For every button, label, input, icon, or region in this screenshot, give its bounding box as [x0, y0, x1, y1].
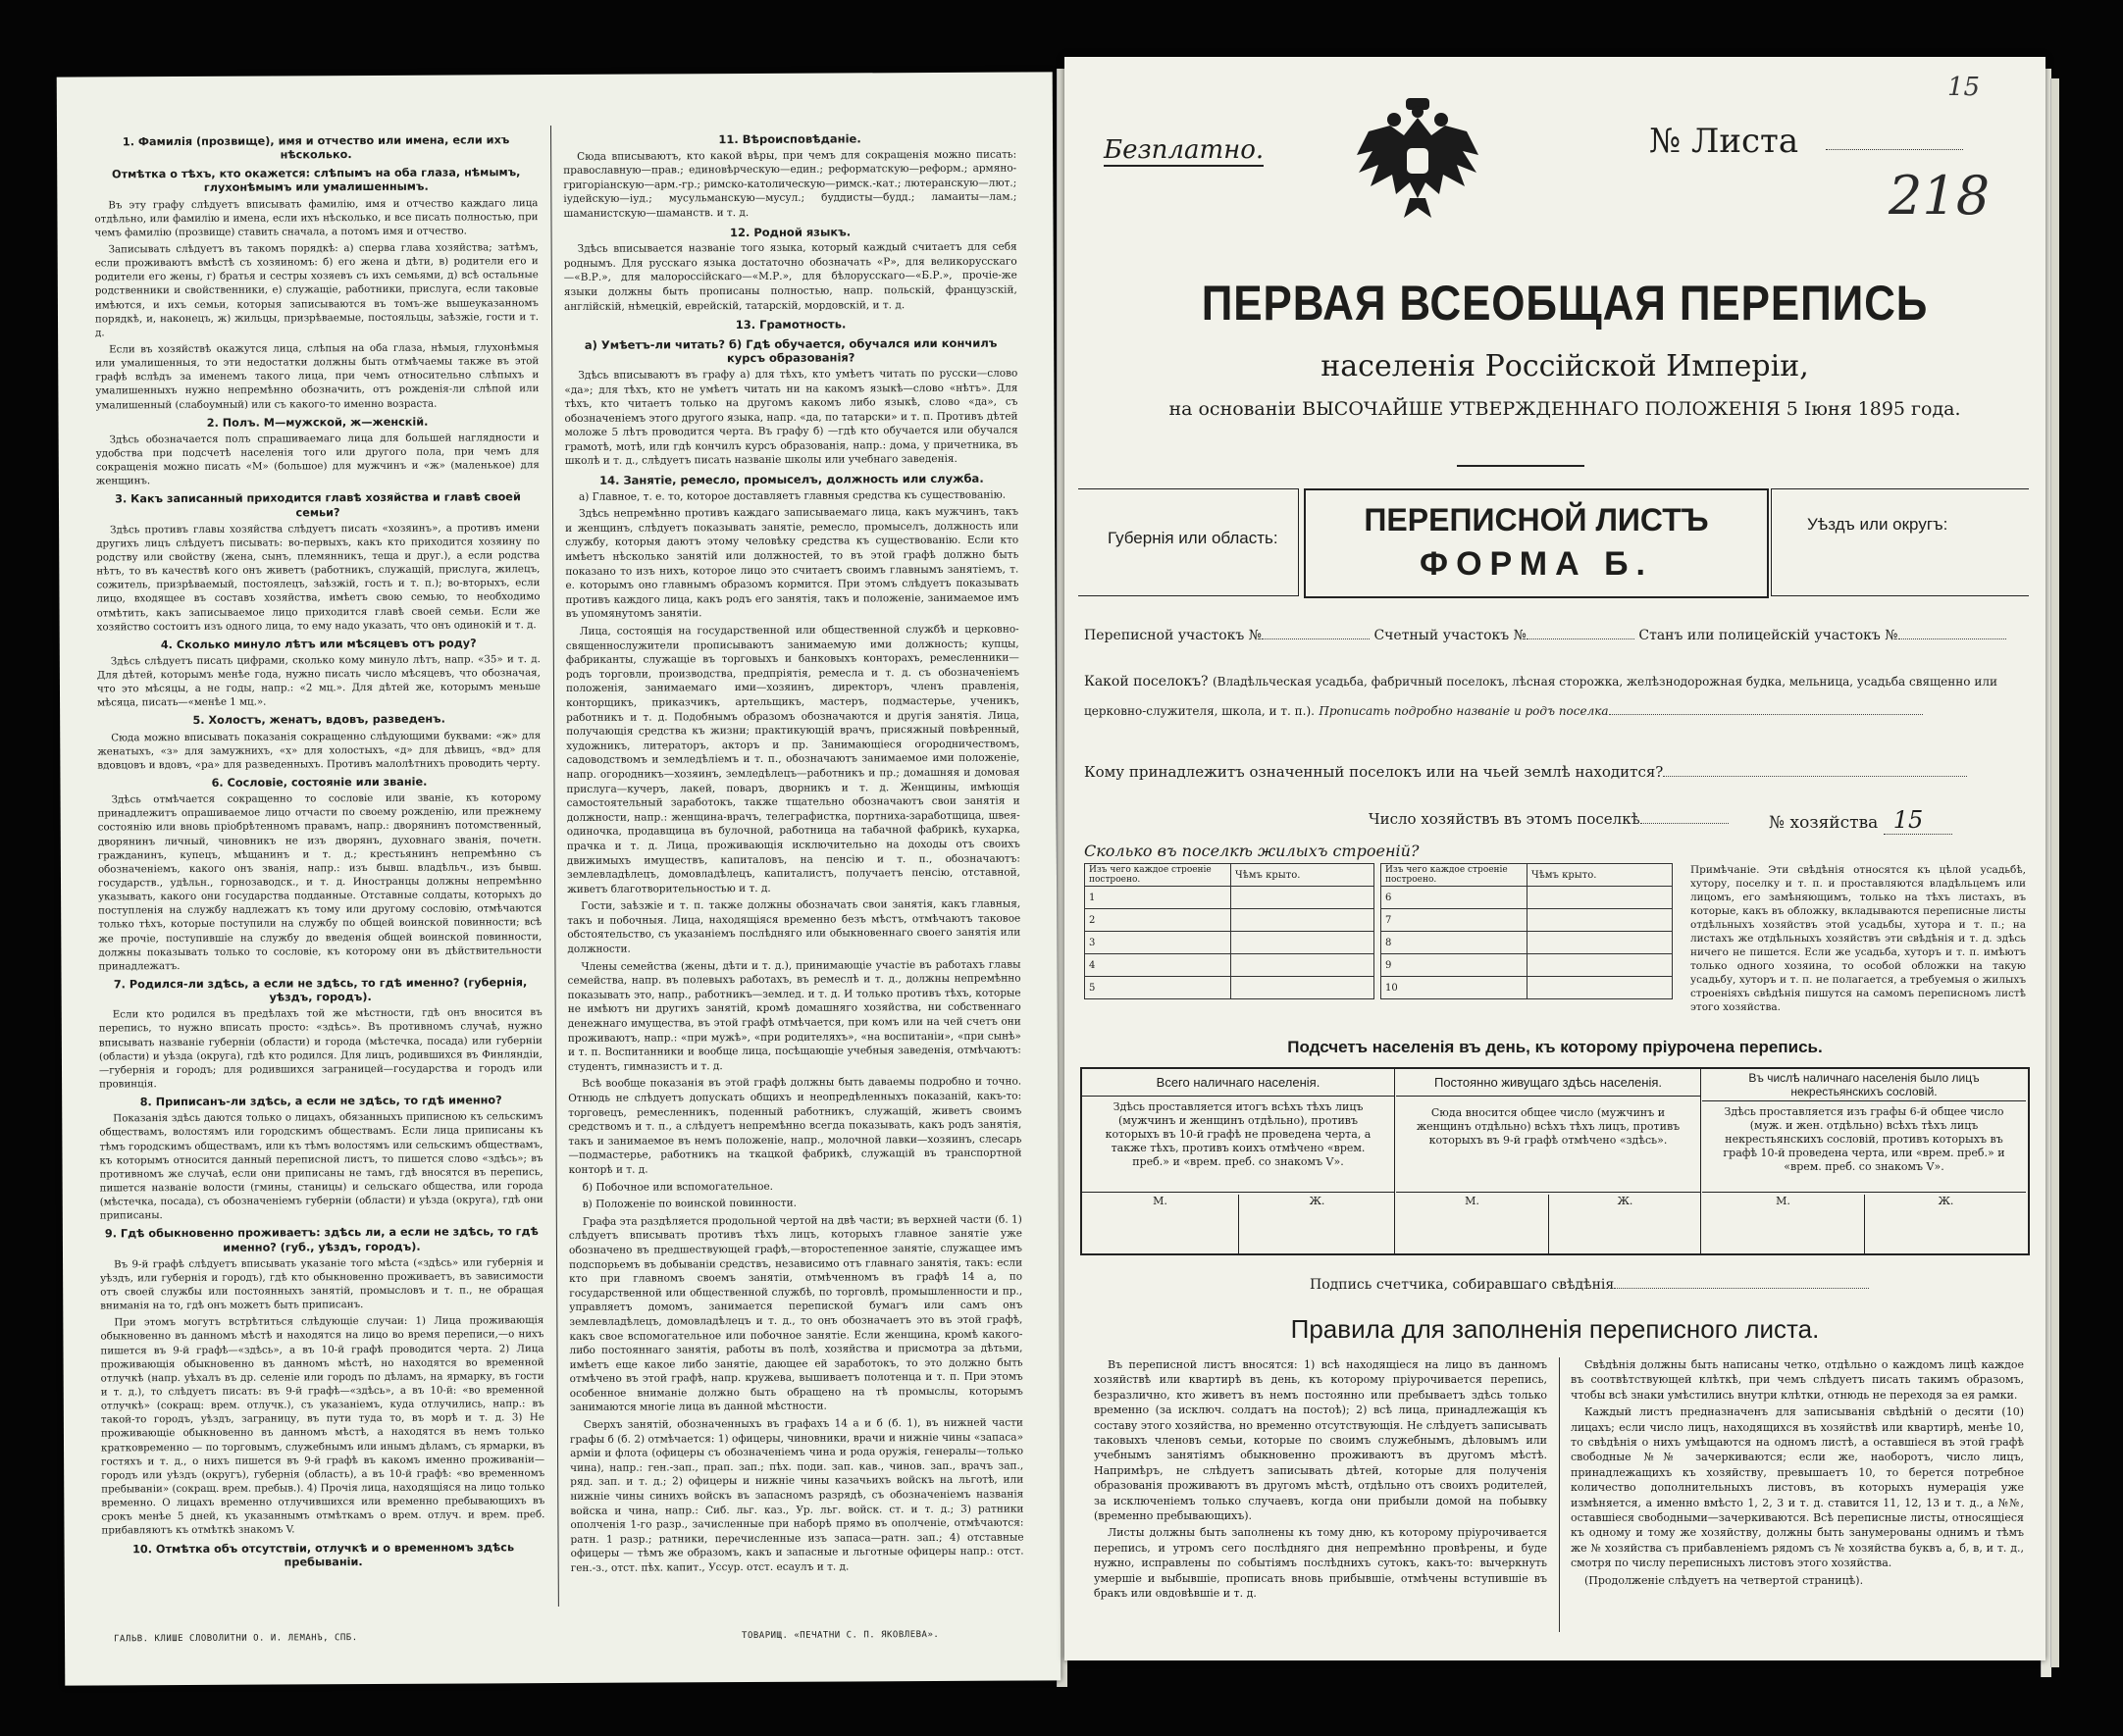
building-row-number: 9 [1381, 954, 1528, 977]
count-header-total: Всего наличнаго населенія. [1082, 1069, 1394, 1097]
district-fields [1084, 628, 2036, 643]
signature-label: Подпись счетчика, собиравшаго свѣдѣнія [1310, 1277, 1615, 1293]
owner-label: Кому принадлежитъ означенный поселокъ или на чьей землѣ находится? [1084, 763, 1664, 781]
section-heading: 5. Холостъ, женатъ, вдовъ, разведенъ. [192, 713, 445, 728]
instruction-paragraph: Здѣсь обозначается полъ спрашиваемаго лица для большей наглядности и удобства при подсчетѣ населенія того или другого пола, при чемъ для сокращенія можно писать «М» (большое) для мужчинъ и «ж» (маленькое) для женщинъ. [95, 431, 540, 487]
buildings-question: Сколько въ поселкѣ жилыхъ строеній? [1084, 842, 1420, 860]
buildings-header-roof: Чѣмъ крыто. [1231, 864, 1374, 887]
count-district-label: Счетный участокъ № [1373, 628, 1527, 643]
building-row-number: 5 [1085, 977, 1231, 999]
instruction-paragraph: Лица, состоящія на государственной или общественной службѣ и церковно-священнослужители прописываютъ занимаемую ими должность; купцы, фабриканты, служащіе въ торговыхъ и банковыхъ конторахъ, ремесленники—родъ торговли, производства, предпріятія, ремесла и т. д. съ обозначеніемъ положенія, занимаемаго ими—хозяинъ, директоръ, членъ правленія, конторщикъ, приказчикъ, артельщикъ, мастеръ, подмастерье, ученикъ, работникъ и т. д. Подобнымъ образомъ обозначаются и другія занятія. Лица, получающія средства къ жизни; практикующій врачъ, присяжный повѣренный, художникъ, литераторъ, акторъ и пр. Занимающіеся огородничествомъ, садоводствомъ и земледѣліемъ и т. п., обозначаютъ занимаемое ими положеніе, напр. огородникъ—хозяинъ, земледѣлецъ—работникъ и пр.; домашняя и домовая прислуга—кучеръ, лакей, поваръ, дворникъ и т. д. Женщины, имѣющія самостоятельный заработокъ, также тщательно обозначаютъ свои занятія и должности, напр.: женщина-врачъ, телеграфистка, портниха-заработщица, швея-одиночка, продавщица въ булочной, работница на табачной фабрикѣ, кухарка, прачка и т. д. Лица, проживающія исключительно на доходы отъ своихъ движимыхъ имуществъ, капиталовъ, на пенсію и т. п., обозначаютъ: землевладѣлецъ, домовладѣлецъ, капиталистъ, получаетъ пенсію, отставной, живетъ благотворительностью и т. д. [565, 623, 1021, 895]
instruction-paragraph: Показанія здѣсь даются только о лицахъ, обязанныхъ приписною къ сельскимъ обществамъ, волостямъ или городскимъ обществамъ. Если лица приписаны къ тѣмъ городскимъ обществамъ, или къ тѣмъ волостямъ или сельскимъ обществамъ, къ которымъ относится данный переписной листъ, то пишется слово «здѣсь»; въ противномъ же случаѣ, если они приписаны не тамъ, гдѣ вносятся въ перепись, пишется названіе волости (гмины, станицы) и сельскаго общества, или города (мѣстечка, посада), съ обозначеніемъ губерніи (области) и уѣзда (округа), гдѣ они приписаны. [99, 1110, 544, 1222]
census-title: ПЕРВАЯ ВСЕОБЩАЯ ПЕРЕПИСЬ [1201, 276, 1929, 331]
gubernia-label: Губернія или область: [1108, 529, 1278, 547]
sheet-title: ПЕРЕПИСНОЙ ЛИСТЪ [1364, 502, 1709, 537]
rules-divider [1559, 1357, 1560, 1632]
count-female-label: Ж. [1864, 1195, 2027, 1253]
instruction-paragraph: Записывать слѣдуетъ въ такомъ порядкѣ: а) сперва глава хозяйства; затѣмъ, если проживаютъ вмѣстѣ съ хозяиномъ: б) его жена и дѣти, в) родители его и родители его жены, г) братья и сестры хозяевъ съ ихъ семьями, д) всѣ остальные родственники и свойственники, е) служащіе, работники, прислуга, если таковые имѣются, и ихъ семьи, которыя записываются въ томъ-же вышеуказанномъ порядкѣ, и, наконецъ, ж) жильцы, призрѣваемые, постояльцы, заѣзжіе, гости и т. д. [94, 241, 540, 339]
title-rule [1457, 465, 1584, 467]
buildings-note: Примѣчаніе. Эти свѣдѣнія относятся къ цѣлой усадьбѣ, хутору, поселку и т. п. и проставляются владѣльцемъ или лицомъ, его замѣняющимъ, только на тѣхъ листахъ, въ которые, какъ въ обложку, вкладываются переписные листы отдѣльныхъ хозяйствъ этой усадьбы, хутора и т. п.; на листахъ же отдѣльныхъ хозяйствъ эти свѣдѣнія и т. д. здѣсь ничего не пишется. Если же усадьба, хуторъ и т. п. имѣютъ только одного хозяина, то особой обложки на такую усадьбу, хуторъ и т. п. не полагается, а требуемыя о жилыхъ строеніяхъ свѣдѣнія пишутся на самомъ переписномъ листѣ этого хозяйства. [1690, 864, 2026, 1013]
column-divider [550, 126, 559, 1607]
handwritten-sheet-number: 218 [1889, 165, 1991, 227]
count-text-resident: Сюда вносится общее число (мужчинъ и женщинъ отдѣльно) всѣхъ тѣхъ лицъ, противъ которыхъ въ 9-й графѣ отмѣчено «здѣсь». [1416, 1106, 1681, 1147]
rule-paragraph: (Продолженіе слѣдуетъ на четвертой страницѣ). [1584, 1573, 1864, 1587]
signature-row [1310, 1277, 1869, 1293]
sheet-number-field [1826, 149, 1963, 150]
count-male-label: М. [1153, 1195, 1167, 1207]
section-heading: 11. Вѣроисповѣданіе. [718, 131, 861, 147]
instruction-paragraph: б) Побочное или вспомогательное. [582, 1180, 774, 1194]
building-row-number: 10 [1381, 977, 1528, 999]
sheet-title-box [1304, 488, 1769, 598]
free-label: Безплатно. [1104, 135, 1265, 165]
instruction-paragraph: Здѣсь отмѣчается сокращенно то сословіе или званіе, къ которому принадлежитъ опрашиваемое лицо отчасти по своему рожденію, или прежнему состоянію или вновь пріобрѣтенномъ правамъ, напр.: дворянинъ потомственный, дворянинъ личный, чиновникъ не изъ дворянъ, духовнаго званія, почетн. гражданинъ, купецъ, мѣщанинъ и т. д.; крестьянинъ непремѣнно съ обозначеніемъ, какого онъ званія, напр.: изъ бывш. владѣльч., изъ бывш. государств., удѣльн., горнозаводск., и т. д. Иностранцы должны непремѣнно указывать, какого они государства подданные. Отставные солдаты, которыхъ до поступленія на службу надлежатъ къ тому или другому сословію, отмѣчаются только тѣхъ, которые поступили на службу по общей воинской повинности; всѣ же прочіе, поступившіе на службу до введенія общей воинской повинности, должны показывать только то сословіе, къ которому они въ дѣйствительности принадлежатъ. [97, 791, 543, 973]
rule-paragraph: Каждый листъ предназначенъ для записыванія свѣдѣній о десяти (10) лицахъ; если число лицъ, находящихся въ хозяйствѣ или квартирѣ, менѣе 10, то свѣдѣнія о нихъ умѣщаются на одномъ листѣ, а оставшіеся въ этой графѣ свободные №№ зачеркиваются; если же, наоборотъ, число лицъ, принадлежащихъ къ хозяйству, превышаетъ 10, то берется потребное количество дополнительныхъ листовъ, въ которыхъ нумерація уже измѣняется, а именно вмѣсто 1, 2, 3 и т. д. ставится 11, 12, 13 и т. д., а №№, оставшіеся свободными—зачеркиваются. Всѣ переписные листы, относящіеся къ одному и тому же хозяйству, должны быть занумерованы однимъ и тѣмъ же № хозяйства съ прибавленіемъ рядомъ съ № хозяйства буквъ а, б, в, и т. д., смотря по числу переписныхъ листовъ этого хозяйства. [1571, 1405, 2024, 1570]
page-stack-edge [2050, 78, 2059, 1667]
household-number-row [1769, 806, 1952, 834]
section-heading: 4. Сколько минуло лѣтъ или мѣсяцевъ отъ роду? [160, 637, 477, 651]
instruction-paragraph: Сюда вписываютъ, кто какой вѣры, при чемъ для сокращенія можно писать: православную—прав.; единовѣрческую—един.; реформатскую—реформ.; армяно-григоріанскую—арм.-гр.; римско-католическую—римск.-кат.; лютеранскую—лют.; іудейскую—іуд.; мусульманскую—мусул.; буддисты—будд.; ламаиты—лам.; шаманистскую—шаманств. и т. д. [563, 148, 1017, 220]
building-row-number: 6 [1381, 887, 1528, 909]
census-basis: на основаніи ВЫСОЧАЙШЕ УТВЕРЖДЕННАГО ПОЛОЖЕНІЯ 5 Іюня 1895 года. [1168, 398, 1961, 420]
building-row-number: 2 [1085, 909, 1231, 932]
count-title: Подсчетъ населенія въ день, къ которому пріурочена перепись. [1287, 1038, 1823, 1056]
sheet-number-label: № Листа [1649, 122, 1799, 161]
form-label: ФОРМА Б. [1420, 545, 1653, 583]
uezd-box [1771, 488, 2029, 596]
handwritten-top-mark: 15 [1947, 73, 1981, 102]
printer-credit-right: ТОВАРИЩ. «ПЕЧАТНИ С. П. ЯКОВЛЕВА». [742, 1629, 940, 1642]
instruction-paragraph: Въ 9-й графѣ слѣдуетъ вписывать указаніе того мѣста («здѣсь» или губернія и уѣздъ, или губернія и городъ), гдѣ кто обыкновенно проживаетъ, въ зависимости отъ своей службы или постоянныхъ занятій, промысловъ и т. п., не обращая вниманія на то, гдѣ онъ можетъ быть приписанъ. [100, 1255, 544, 1312]
count-header-resident: Постоянно живущаго здѣсь населенія. [1396, 1069, 1700, 1097]
building-row-number: 8 [1381, 932, 1528, 954]
buildings-table-left [1084, 863, 1374, 999]
section-heading: 6. Сословіе, состояніе или званіе. [211, 775, 428, 790]
building-row-number: 1 [1085, 887, 1231, 909]
instruction-paragraph: Члены семейства (жены, дѣти и т. д.), принимающіе участіе въ работахъ главы семейства, напр. въ полевыхъ работахъ, въ ремеслѣ и т. д., должны непремѣнно показывать это, напр., работникъ—землед. и т. д. И только противъ тѣхъ, которые не имѣютъ ни другихъ занятій, кромѣ домашняго хозяйства, ни собственнаго денежнаго имущества, въ этой графѣ отмѣчается, при комъ или на чей счетъ они проживаютъ, напр.: «при мужѣ», «при родителяхъ», «на воспитаніи», «при сынѣ» и т. п. Воспитанники и вообще лица, посѣщающіе учебныя заведенія, отмѣчаютъ: студентъ, гимназистъ и т. д. [567, 958, 1021, 1073]
instruction-paragraph: Въ эту графу слѣдуетъ вписывать фамилію, имя и отчество каждаго лица отдѣльно, или фамилію и имена, если ихъ нѣсколько, и все писать полностью, при чемъ фамилію (прозвище) ставить сначала, а потомъ имя и отчество. [94, 196, 539, 239]
rules-title: Правила для заполненія переписного листа. [1290, 1314, 1820, 1344]
instruction-paragraph: Сюда можно вписывать показанія сокращенно слѣдующими буквами: «ж» для женатыхъ, «з» для замужнихъ, «х» для холостыхъ, «д» для дѣвицъ, «вд» для вдовцовъ и вдовъ, «ра» для разведенныхъ. Противъ малолѣтнихъ проводить черту. [97, 729, 542, 772]
section-heading: 7. Родился-ли здѣсь, а если не здѣсь, то гдѣ именно? (губернія, уѣздъ, городъ). [113, 976, 528, 1004]
right-page [1064, 57, 2045, 1660]
count-female-label: Ж. [1238, 1195, 1395, 1253]
instruction-paragraph: Гости, заѣзжіе и т. п. также должны обозначать свои занятія, какъ главныя, такъ и побочныя. Лица, находящіяся временно безъ мѣстъ, отмѣчаютъ таковое обстоятельство, съ указаніемъ послѣдняго или обыкновеннаго своего занятія или должности. [567, 897, 1021, 956]
section-heading: 1. Фамилія (прозвище), имя и отчество или имена, если ихъ нѣсколько. [122, 133, 510, 162]
instruction-paragraph: Сверхъ занятій, обозначенныхъ въ графахъ 14 а и б (б. 1), въ нижней части графы б (б. 2) отмѣчается: 1) офицеры, чиновники, врачи и нижніе чины «запаса» армiи и флота (офицеры съ обозначеніемъ чина и рода оружія, генералы—только чина), напр.: ген.-зап., прап. зап.; пѣх. поди. зап. кав., чинов. зап., врачъ зап., ряд. зап. и т. д.; 2) офицеры и нижніе чины казачьихъ войскъ на льготѣ, или нижніе чины синихъ войскъ въ запасномъ разрядѣ, съ обозначеніемъ названія войска и чина, напр.: Сиб. льг. каз., Ур. льг. войск. ст. и т. д.; 3) ратники ополченія 1-го разр., зачисленные при наборѣ прямо въ ополченіе, отмѣчаются: ратн. 1 разр.; ратники, перечисленные изъ запаса—ратн. зап.; 4) отставные офицеры — тѣмъ же образомъ, какъ и запасные и льготные офицеры напр.: отст. ген.-з., отст. пѣх. капит., Уссур. отст. есаулъ и т. д. [569, 1416, 1024, 1574]
left-column-2 [563, 127, 1024, 1579]
section-heading: 8. Приписанъ-ли здѣсь, а если не здѣсь, то гдѣ именно? [139, 1094, 502, 1109]
buildings-header-material: Изъ чего каждое строеніе построено. [1381, 864, 1528, 887]
buildings-table-right [1380, 863, 1673, 999]
imperial-eagle-emblem [1349, 96, 1486, 224]
count-text-nonpeasant: Здѣсь проставляется изъ графы 6-й общее число (муж. и жен. отдѣльно) всѣхъ тѣхъ лицъ некрестьянскихъ сословій, противъ которыхъ въ графѣ 10-й проведена черта, или «врем. преб.» и «врем. преб. со знакомъ V». [1723, 1105, 2005, 1173]
section-heading: Отмѣтка о тѣхъ, кто окажется: слѣпымъ на оба глаза, нѣмымъ, глухонѣмымъ или умалишеннымъ. [111, 166, 521, 195]
section-heading: 3. Какъ записанный приходится главѣ хозяйства и главѣ своей семьи? [115, 490, 521, 519]
building-row-number: 4 [1085, 954, 1231, 977]
household-number-value: 15 [1884, 806, 1953, 835]
rule-paragraph: Въ переписной листъ вносятся: 1) всѣ находящіеся на лицо въ данномъ хозяйствѣ или квартирѣ въ день, къ которому пріурочивается перепись, безразлично, кто живетъ въ немъ постоянно или пребываетъ здѣсь только временно (за исключ. солдатъ на постоѣ); 2) всѣ лица, принадлежащія къ составу этого хозяйства, но временно отсутствующія. Не слѣдуетъ записывать таковыхъ членовъ семьи, которые по своимъ служебнымъ, дѣловымъ или учебнымъ занятіямъ обыкновенно проживаютъ въ другомъ мѣстѣ. Напримѣръ, не слѣдуетъ записывать дѣтей, которые для полученія образованія проживаютъ въ другомъ мѣстѣ, отдѣльно отъ своихъ родителей, за исключеніемъ только случаевъ, когда они прибыли домой на побывку (временно пребывающихъ). [1094, 1358, 1547, 1523]
buildings-header-material: Изъ чего каждое строеніе построено. [1085, 864, 1231, 887]
instruction-paragraph: Здѣсь противъ главы хозяйства слѣдуетъ писать «хозяинъ», а противъ имени другихъ лицъ слѣдуетъ писывать: во-первыхъ, какъ кто приходится хозяину по родству или свойству (жена, сынъ, племянникъ, теща и друг.), а если родства нѣтъ, то въ качествѣ кого онъ живетъ (работникъ, служащій, прислуга, жилецъ, сожитель, призрѣваемый, постоялецъ, заѣзжій, гость и т. п.); во-вторыхъ, если лицо, входящее въ составъ хозяйства, имѣетъ свою семью, то необходимо отмѣтить, какъ записываемое лицо приходится главѣ своей семьи. Если же хозяйство состоитъ изъ одного лица, то ему надо указать, что онъ одинокій и т. д. [96, 521, 541, 634]
settlement-label: Какой поселокъ? [1084, 674, 1209, 689]
owner-row [1084, 763, 2036, 781]
uezd-label: Уѣздъ или округъ: [1807, 515, 1948, 534]
instruction-paragraph: а) Главное, т. е. то, которое доставляетъ главныя средства къ существованію. [578, 488, 1007, 503]
buildings-header-roof: Чѣмъ крыто. [1528, 864, 1673, 887]
left-column-1 [94, 128, 545, 1572]
instruction-paragraph: Графа эта раздѣляется продольной чертой на двѣ части; въ верхней части (б. 1) слѣдуетъ вписывать противъ тѣхъ лицъ, которыхъ главное занятіе уже обозначено въ предшествующей графѣ,—второстепенное занятіе, служащее имъ подспорьемъ въ добываніи средствъ, независимо отъ главнаго занятія, такъ: если кто при главномъ своемъ занятіи, отмѣченномъ въ графѣ 14 а, по государственной или общественной службѣ, по торговлѣ, промышленности и пр., управляетъ домомъ, занимается перепиской бумагъ или самъ онъ землевладѣлецъ, домовладѣлецъ и т. д., то онъ обозначаетъ это въ этой графѣ, какъ свое вспомогательное или побочное занятіе. Если женщина, кромѣ какого-либо постояннаго занятія, работы въ полѣ, хозяйства и присмотра за дѣтьми, имѣетъ еще какое либо занятіе, дающее ей заработокъ, то это должно быть отмѣчено въ этой графѣ, напр. кружева, вышиваетъ полотенца и т. п. При этомъ особенное вниманіе должно быть обращено на тѣ промыслы, которымъ занимаются многіе лица въ данной мѣстности. [568, 1213, 1023, 1414]
section-heading: 14. Занятіе, ремесло, промыселъ, должность или служба. [599, 471, 984, 487]
settlement-hint: (Владѣльческая усадьба, фабричный поселокъ, лѣсная сторожка, желѣзнодорожная будка, мельница, усадьба священно или церковно-служителя, школа, и т. п.). [1084, 675, 1997, 718]
population-count-table [1080, 1067, 2030, 1255]
printer-credit-left: ГАЛЬВ. КЛИШЕ СЛОВОЛИТНИ О. И. ЛЕМАНЪ, СПБ. [114, 1633, 358, 1645]
section-heading: 12. Родной языкъ. [729, 224, 852, 239]
count-text-total: Здѣсь проставляется итогъ всѣхъ тѣхъ лицъ (мужчинъ и женщинъ отдѣльно), противъ которыхъ въ 10-й графѣ не проведена черта, а также тѣхъ, противъ коихъ отмѣчено «врем. преб.» и «врем. преб. со знакомъ V». [1105, 1100, 1372, 1168]
building-row-number: 3 [1085, 932, 1231, 954]
instruction-paragraph: Здѣсь непремѣнно противъ каждаго записываемаго лица, какъ мужчинъ, такъ и женщинъ, слѣдуетъ показывать занятіе, ремесло, промыселъ, должность или службу, которыя даютъ этому человѣку средства къ существованію. Если кто имѣетъ нѣсколько занятій или должностей, то въ этой графѣ должно быть показано то изъ нихъ, которое лицо это считаетъ своимъ главнымъ занятіемъ, т. е. которымъ оно главнымъ образомъ кормится. При этомъ слѣдуетъ показывать противъ каждого лица, какъ родъ его занятія, такъ и положеніе, занимаемое имъ въ упомянутомъ занятіи. [565, 505, 1019, 621]
household-number-label: № хозяйства [1769, 813, 1879, 833]
count-header-nonpeasant: Въ числѣ наличнаго населенія было лицъ некрестьянскихъ сословій. [1702, 1069, 2026, 1101]
instruction-paragraph: Всѣ вообще показанія въ этой графѣ должны быть даваемы подробно и точно. Отнюдь не слѣдуетъ допускать общихъ и неопредѣленныхъ показаній, какъ-то: торговецъ, ремесленникъ, поденный работникъ, служащій, живетъ своимъ средствомъ и т. п., а слѣдуетъ непремѣнно всегда показывать, какъ родъ занятія, такъ и занимаемое въ немъ положеніе, напр., молочной лавки—хозяинъ, слесарь—подмастерье, работникъ на ткацкой фабрикѣ, служащій въ транспортной конторѣ и т. д. [568, 1075, 1022, 1176]
section-heading: 13. Грамотность. [735, 317, 847, 332]
gubernia-box [1078, 488, 1299, 596]
settlement-row [1084, 667, 2036, 726]
instruction-paragraph: Здѣсь вписываютъ въ графу а) для тѣхъ, кто умѣетъ читать по русски—слово «да»; для тѣхъ, кто не умѣетъ читать ни на какомъ языкѣ—слово «нѣтъ». Для тѣхъ, кто читаетъ только на другомъ какомъ либо языкѣ, слово «да», съ обозначеніемъ этого другого языка, напр. «да, по татарски» и т. п. Противъ дѣтей моложе 5 лѣтъ проводится черта. Въ графу б) —гдѣ кто обучается или обучался грамотѣ, мотѣ, или гдѣ кончилъ курсъ образованія, напр.: дома, у причетника, въ школѣ и т. д., слѣдуетъ писать названіе школы или учебнаго заведенія. [564, 367, 1018, 468]
section-heading: а) Умѣетъ-ли читать? б) Гдѣ обучается, обучался или кончилъ курсъ образованія? [584, 335, 998, 366]
instruction-paragraph: в) Положеніе по воинской повинности. [582, 1197, 797, 1211]
building-row-number: 7 [1381, 909, 1528, 932]
count-female-label: Ж. [1548, 1195, 1701, 1253]
police-district-label: Станъ или полицейскій участокъ № [1638, 628, 1898, 643]
left-page [57, 72, 1062, 1685]
instruction-paragraph: Если кто родился въ предѣлахъ той же мѣстности, гдѣ онъ вносится въ перепись, то нужно вписать просто: «здѣсь». Въ противномъ случаѣ, нужно вписывать названіе губерніи (области) и города (мѣстечка, посада) или губерніи (области) и уѣзда (округа), гдѣ кто родился. Для лицъ, родившихся въ Финляндіи,—губернія и городъ; для родившихся заграницей—государства и городъ или провинція. [98, 1006, 544, 1091]
instruction-paragraph: При этомъ могутъ встрѣтиться слѣдующіе случаи: 1) Лица проживающія обыкновенно въ данномъ мѣстѣ и находятся на лицо во время переписи,—о нихъ пишется въ 9-й графѣ—«здѣсь», а въ 10-й графѣ проводится черта. 2) Лица проживающія обыкновенно въ данномъ мѣстѣ, но находятся во временной отлучкѣ (напр. уѣхалъ въ др. селеніе или городъ по дѣламъ, на ярмарку, въ гости и т. д.), то слѣдуетъ писать: въ 9-й графѣ—«здѣсь», а въ 10-й: «во временной отлучкѣ» (сокращ: врем. отлучк.), съ указаніемъ, куда отлучились, напр.: въ такой-то городъ, уѣздъ, заграницу, въ пути туда то, въ морѣ и т. д. 3) Не проживающіе обыкновенно въ данномъ мѣстѣ, а находятся въ немъ только кратковременно — по торговымъ, служебнымъ или инымъ дѣламъ, съ ярмарки, въ гостяхъ и т. д., о нихъ пишется въ 9-й графѣ въ какомъ именно проживаніи—городъ или уѣздъ (округъ), губернія (область), а въ 10-й графѣ: «во временномъ пребываніи» (сокращ. врем. пребыв.). 4) Прочія лица, находящіяся на лицо только временно. О лицахъ временно отлучившихся или временно пребывающихъ въ срокъ менѣе 5 дней, къ указаннымъ отмѣткамъ о врем. отлуч. и врем. преб. прибавляютъ къ отмѣткѣ знакомъ V. [100, 1314, 545, 1537]
census-district-label: Переписной участокъ № [1084, 628, 1262, 643]
census-subtitle: населенія Россійской Имперіи, [1320, 349, 1809, 383]
rule-paragraph: Листы должны быть заполнены къ тому дню, къ которому пріурочивается перепись, и утромъ сего послѣдняго дня непремѣнно провѣрены, и буде нужно, исправлены по событіямъ послѣднихъ сутокъ, какъ-то: вычеркнуть умершіе и выбывшіе, прописать вновь прибывшіе, отмѣчены вступившіе въ бракъ или овдовѣвшіе и т. д. [1094, 1526, 1547, 1601]
rules-column-left [1094, 1357, 1547, 1604]
households-row [1369, 810, 1729, 828]
rule-paragraph: Свѣдѣнія должны быть написаны четко, отдѣльно о каждомъ лицѣ каждое въ соотвѣтствующей клѣткѣ, при чемъ слѣдуетъ писать такимъ образомъ, чтобы всѣ знаки умѣстились внутри клѣтки, отнюдь не переходя за ея рамки. [1571, 1358, 2024, 1402]
instruction-paragraph: Здѣсь слѣдуетъ писать цифрами, сколько кому минуло лѣтъ, напр. «35» и т. д. Для дѣтей, которымъ менѣе года, нужно писать число мѣсяцевъ, что обозначая, что это мѣсяцы, а не годы, напр.: «2 мц.». Для дѣтей же, которымъ меньше мѣсяца, писать—«менѣе 1 мц.». [96, 653, 542, 709]
count-male-label: М. [1776, 1195, 1790, 1207]
section-heading: 10. Отмѣтка объ отсутствіи, отлучкѣ и о временномъ здѣсь пребываніи. [132, 1540, 515, 1569]
section-heading: 2. Полъ. М—мужской, ж—женскій. [206, 415, 429, 430]
instruction-paragraph: Если въ хозяйствѣ окажутся лица, слѣпыя на оба глаза, нѣмыя, глухонѣмыя или умалишенныя, то эти недостатки должны быть отмѣчаемы также въ этой графѣ вслѣдъ за именемъ такого лица, при чемъ относительно слѣпыхъ и умалишенныхъ нужно непремѣнно обозначить, отъ рожденія-ли слѣпой или умалишенный (слабоумный) или съ какого-то именно возраста. [95, 341, 540, 411]
rules-column-right [1571, 1357, 2024, 1590]
section-heading: 9. Гдѣ обыкновенно проживаетъ: здѣсь ли, а если не здѣсь, то гдѣ именно? (губ., уѣздъ, городъ). [104, 1225, 539, 1254]
instruction-paragraph: Здѣсь вписывается названіе того языка, который каждый считаетъ для себя роднымъ. Для русскаго языка достаточно обозначать «Р», для великорусскаго—«В.Р.», для малороссійскаго—«М.Р.», для бѣлорусскаго—«Б.Р.», прочіе-же языки должны быть прописаны полностью, напр. польскій, французскій, англійскій, нѣмецкій, еврейскій, татарскій, мордовскій, и т. д. [563, 240, 1017, 313]
count-male-label: М. [1465, 1195, 1479, 1207]
settlement-hint-2: Прописать подробно названіе и родъ поселка [1319, 704, 1609, 718]
households-label: Число хозяйствъ въ этомъ поселкѣ [1369, 810, 1640, 828]
